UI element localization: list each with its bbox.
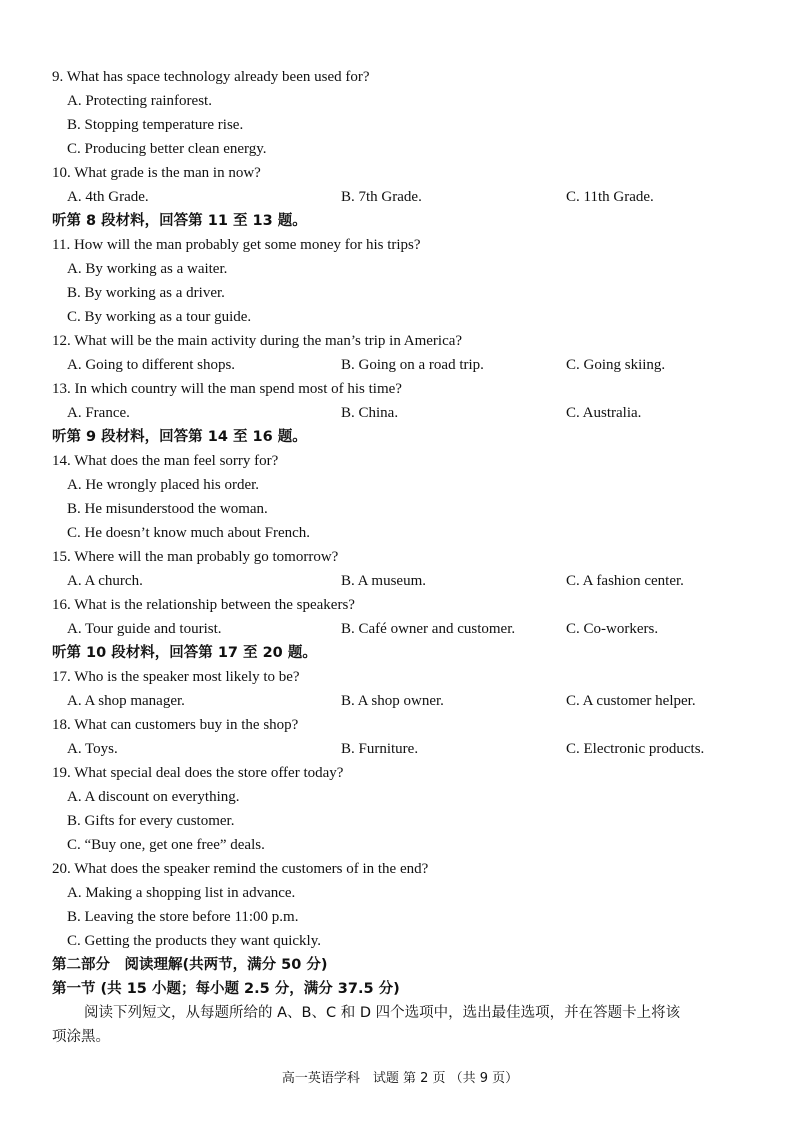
- option-10a: A. 4th Grade.: [67, 189, 149, 205]
- question-14: 14. What does the man feel sorry for?: [52, 453, 279, 469]
- section-heading-8: 听第 8 段材料，回答第 11 至 13 题。: [52, 213, 307, 229]
- question-16: 16. What is the relationship between the speakers?: [52, 597, 355, 613]
- option-17a: A. A shop manager.: [67, 693, 185, 709]
- question-18: 18. What can customers buy in the shop?: [52, 717, 299, 733]
- option-18c: C. Electronic products.: [566, 741, 705, 757]
- option-20c: C. Getting the products they want quickly.: [67, 933, 321, 949]
- option-15b: B. A museum.: [341, 573, 427, 589]
- option-11a: A. By working as a waiter.: [67, 261, 228, 277]
- option-15a: A. A church.: [67, 573, 143, 589]
- question-13: 13. In which country will the man spend most of his time?: [52, 381, 402, 397]
- option-18b: B. Furniture.: [341, 741, 419, 757]
- option-14c: C. He doesn’t know much about French.: [67, 525, 311, 541]
- option-12b: B. Going on a road trip.: [341, 357, 484, 373]
- option-19c: C. “Buy one, get one free” deals.: [67, 837, 265, 853]
- options-row-17: [0, 690, 800, 712]
- question-11: 11. How will the man probably get some money for his trips?: [52, 237, 421, 253]
- options-row-12: [0, 354, 800, 376]
- option-17c: C. A customer helper.: [566, 693, 696, 709]
- option-15c: C. A fashion center.: [566, 573, 684, 589]
- option-19b: B. Gifts for every customer.: [67, 813, 235, 829]
- option-10c: C. 11th Grade.: [566, 189, 654, 205]
- option-13c: C. Australia.: [566, 405, 642, 421]
- part-2-heading: 第二部分 阅读理解(共两节，满分 50 分): [52, 957, 328, 973]
- options-row-15: [0, 570, 800, 592]
- option-13b: B. China.: [341, 405, 399, 421]
- option-18a: A. Toys.: [67, 741, 118, 757]
- option-14a: A. He wrongly placed his order.: [67, 477, 260, 493]
- option-9a: A. Protecting rainforest.: [67, 93, 212, 109]
- option-20b: B. Leaving the store before 11:00 p.m.: [67, 909, 299, 925]
- option-11b: B. By working as a driver.: [67, 285, 225, 301]
- option-16b: B. Café owner and customer.: [341, 621, 516, 637]
- question-9: 9. What has space technology already been used for?: [52, 69, 370, 85]
- question-17: 17. Who is the speaker most likely to be?: [52, 669, 300, 685]
- options-row-18: [0, 738, 800, 760]
- question-20: 20. What does the speaker remind the customers of in the end?: [52, 861, 429, 877]
- page-footer: 高一英语学科 试题 第 2 页 （共 9 页）: [281, 1071, 519, 1086]
- option-16a: A. Tour guide and tourist.: [67, 621, 222, 637]
- options-row-16: [0, 618, 800, 640]
- option-19a: A. A discount on everything.: [67, 789, 240, 805]
- option-12a: A. Going to different shops.: [67, 357, 236, 373]
- option-17b: B. A shop owner.: [341, 693, 444, 709]
- question-10: 10. What grade is the man in now?: [52, 165, 261, 181]
- section-1-heading: 第一节 (共 15 小题；每小题 2.5 分，满分 37.5 分): [52, 981, 400, 997]
- option-16c: C. Co-workers.: [566, 621, 659, 637]
- instruction-line-2: 项涂黑。: [52, 1029, 110, 1045]
- option-9b: B. Stopping temperature rise.: [67, 117, 244, 133]
- option-12c: C. Going skiing.: [566, 357, 666, 373]
- option-20a: A. Making a shopping list in advance.: [67, 885, 296, 901]
- section-heading-9: 听第 9 段材料，回答第 14 至 16 题。: [52, 429, 307, 445]
- option-13a: A. France.: [67, 405, 130, 421]
- question-15: 15. Where will the man probably go tomorrow?: [52, 549, 339, 565]
- option-9c: C. Producing better clean energy.: [67, 141, 267, 157]
- option-14b: B. He misunderstood the woman.: [67, 501, 268, 517]
- option-11c: C. By working as a tour guide.: [67, 309, 252, 325]
- section-heading-10: 听第 10 段材料，回答第 17 至 20 题。: [52, 645, 317, 661]
- instruction-line-1: 阅读下列短文，从每题所给的 A、B、C 和 D 四个选项中，选出最佳选项，并在答题卡上将该: [84, 1005, 681, 1021]
- question-19: 19. What special deal does the store offer today?: [52, 765, 344, 781]
- options-row-10: [0, 186, 800, 208]
- question-12: 12. What will be the main activity during the man’s trip in America?: [52, 333, 463, 349]
- option-10b: B. 7th Grade.: [341, 189, 422, 205]
- options-row-13: [0, 402, 800, 424]
